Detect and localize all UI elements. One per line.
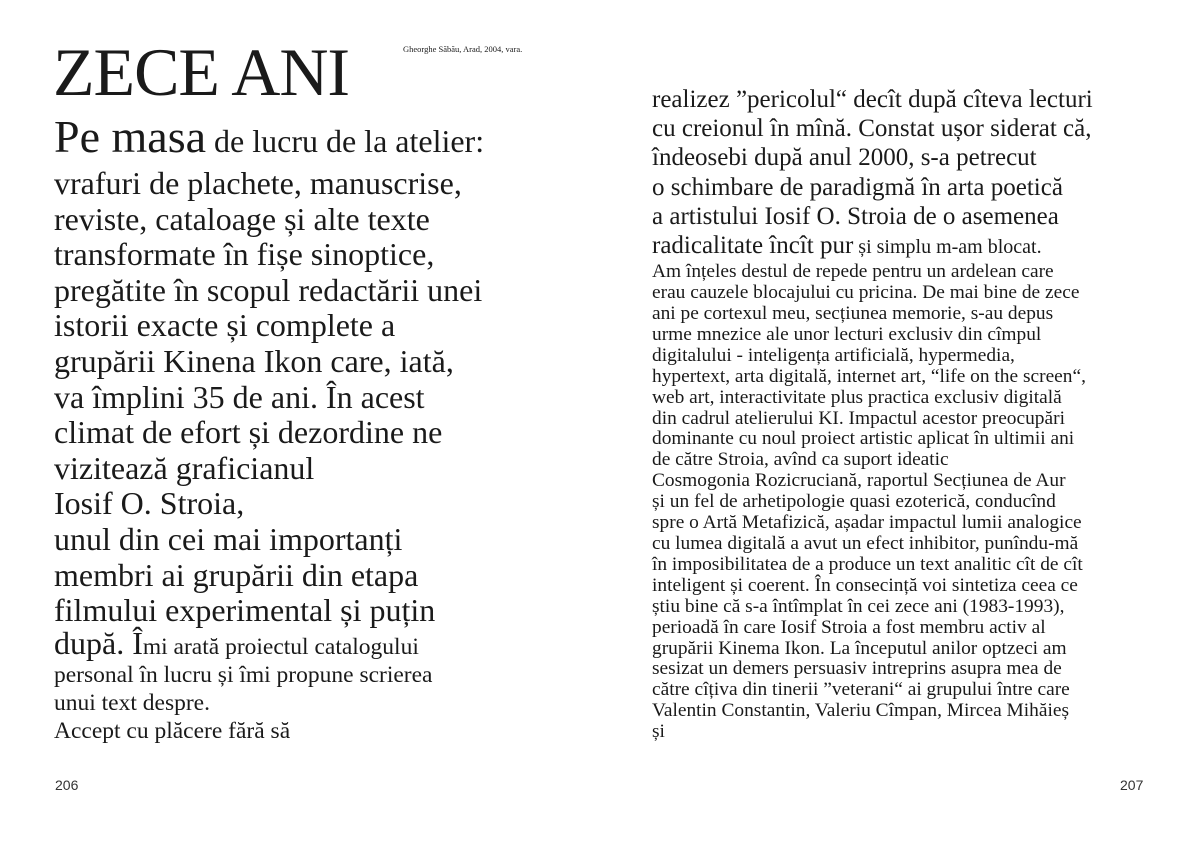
text-line: unul din cei mai importanți <box>54 520 403 557</box>
text-line: cu creionul în mînă. Constat ușor siderat că, <box>652 115 1092 143</box>
text-line: Cosmogonia Rozicruciană, raportul Secțiunea de Aur <box>652 470 1066 492</box>
mixed-line <box>54 624 594 661</box>
mixed-rest: mi arată proiectul catalogului <box>142 633 419 660</box>
text-line: realizez ”pericolul“ decît după cîteva lecturi <box>652 86 1093 113</box>
text-line: din cadrul atelierului KI. Impactul acestor preocupări <box>652 407 1065 429</box>
text-line: inteligent și coerent. În consecință voi sintetiza ceea ce <box>652 574 1078 596</box>
text-line: erau cauzele blocajului cu pricina. De mai bine de zece <box>652 282 1080 304</box>
text-line: filmului experimental și puțin <box>54 592 436 629</box>
text-line: hypertext, arta digitală, internet art, “life on the screen“, <box>652 365 1086 387</box>
right-body-text <box>652 85 1192 743</box>
text-line: Valentin Constantin, Valeriu Cîmpan, Mircea Mihăieș <box>652 700 1070 722</box>
text-line: pregătite în scopul redactării unei <box>54 271 483 308</box>
text-line: personal în lucru și îmi propune scrierea <box>54 661 433 688</box>
text-line: climat de efort și dezordine ne <box>54 414 443 451</box>
text-line: urme mnezice ale unor lecturi exclusiv din cîmpul <box>652 323 1042 345</box>
text-line: Am înțeles destul de repede pentru un ardelean care <box>652 261 1054 283</box>
lead-line <box>54 112 594 166</box>
text-line: spre o Artă Metafizică, așadar impactul lumii analogice <box>652 512 1082 534</box>
mixed-big: radicalitate încît pur <box>652 232 854 260</box>
photo-caption: Gheorghe Săbău, Arad, 2004, vara. <box>403 44 523 54</box>
text-line: grupării Kinena Ikon care, iată, <box>54 342 454 379</box>
text-line: și <box>652 721 665 743</box>
text-line: Accept cu plăcere fără să <box>54 717 291 744</box>
text-line: îndeosebi după anul 2000, s-a petrecut <box>652 144 1037 172</box>
text-line: ani pe cortexul meu, secțiunea memorie, s-au depus <box>652 303 1054 325</box>
page-title: ZECE ANI <box>53 34 350 110</box>
right-page <box>600 0 1200 848</box>
text-line: perioadă în care Iosif Stroia a fost membru activ al <box>652 616 1046 638</box>
page-number: 207 <box>1120 777 1144 793</box>
text-line: dominante cu noul proiect artistic aplicat în ultimii ani <box>652 428 1075 450</box>
lead-big: Pe masa <box>54 111 207 162</box>
mixed-small: și simplu m-am blocat. <box>853 236 1042 259</box>
text-line: în imposibilitatea de a produce un text analitic cît de cît <box>652 553 1083 575</box>
text-line: transformate în fișe sinoptice, <box>54 236 435 273</box>
text-line: membri ai grupării din etapa <box>54 556 419 593</box>
text-line: istorii exacte și complete a <box>54 307 396 344</box>
text-line: o schimbare de paradigmă în arta poetică <box>652 173 1063 201</box>
text-line: sesizat un demers persuasiv intreprins asupra mea de <box>652 658 1062 680</box>
lead-rest: de lucru de la atelier: <box>206 123 485 159</box>
text-line: știu bine că s-a întîmplat în cei zece ani (1983-1993), <box>652 595 1065 617</box>
mixed-big: după. Î <box>54 624 143 661</box>
text-line: web art, interactivitate plus practica exclusiv digitală <box>652 386 1062 408</box>
left-body-text <box>54 112 594 745</box>
text-line: vrafuri de plachete, manuscrise, <box>54 165 462 201</box>
text-line: de către Stroia, avînd ca suport ideatic <box>652 449 949 471</box>
text-line: va împlini 35 de ani. În acest <box>54 378 425 415</box>
text-line: și un fel de arhetipologie quasi ezoterică, conducînd <box>652 491 1056 513</box>
mixed-line <box>652 231 1192 262</box>
text-line: Iosif O. Stroia, <box>54 485 245 522</box>
text-line: unui text despre. <box>54 689 210 716</box>
page-number: 206 <box>55 777 79 793</box>
text-line: cu lumea digitală a avut un efect inhibitor, punîndu-mă <box>652 533 1079 554</box>
text-line: reviste, cataloage și alte texte <box>54 200 430 237</box>
text-line: grupării Kinema Ikon. La începutul anilor optzeci am <box>652 637 1067 659</box>
text-line: către cîțiva din tinerii ”veterani“ ai grupului între care <box>652 679 1070 701</box>
text-line: vizitează graficianul <box>54 449 315 486</box>
text-line: digitalului - inteligența artificială, hypermedia, <box>652 344 1015 366</box>
text-line: a artistului Iosif O. Stroia de o asemenea <box>652 202 1059 230</box>
